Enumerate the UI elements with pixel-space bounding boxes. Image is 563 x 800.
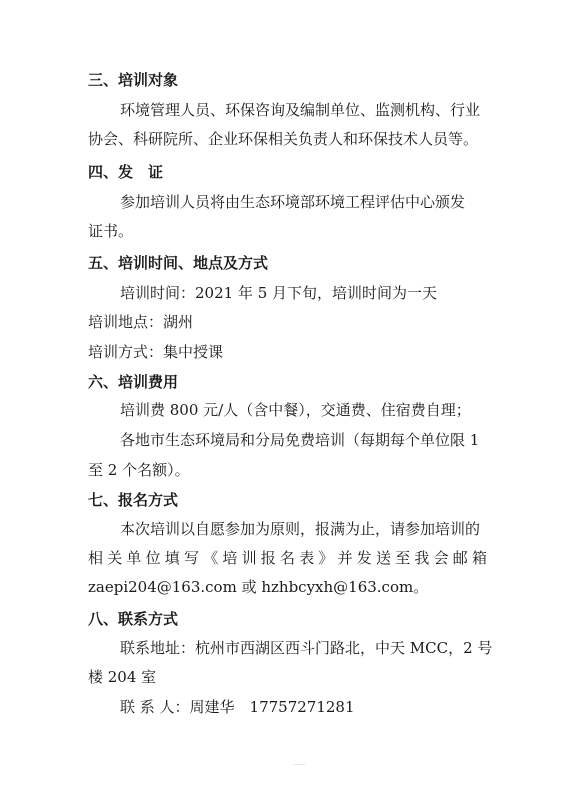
section-heading-certificate: 四、发 证	[88, 163, 164, 181]
contact-address-line: 联系地址：杭州市西湖区西斗门路北，中天 MCC，2 号	[120, 639, 493, 657]
section-heading-registration: 七、报名方式	[88, 491, 179, 509]
paragraph-line: 培训地点：湖州	[88, 313, 194, 331]
section-heading-contact: 八、联系方式	[88, 610, 179, 628]
paragraph-line: 楼 204 室	[88, 668, 157, 686]
contact-person-line: 联 系 人：周建华 17757271281	[120, 698, 355, 716]
email-line: zaepi204@163.com 或 hzhbcyxh@163.com。	[88, 578, 429, 596]
paragraph-line: 协会、科研院所、企业环保相关负责人和环保技术人员等。	[88, 130, 479, 148]
section-heading-time-location: 五、培训时间、地点及方式	[88, 254, 269, 272]
paragraph-line: 本次培训以自愿参加为原则，报满为止，请参加培训的	[120, 520, 481, 538]
paragraph-line: 相关单位填写《培训报名表》并发送至我会邮箱	[88, 549, 492, 567]
paragraph-line: 各地市生态环境局和分局免费培训（每期每个单位限 1	[120, 431, 480, 449]
section-heading-fees: 六、培训费用	[88, 373, 179, 391]
scan-artifact	[293, 764, 305, 765]
paragraph-line: 培训时间：2021 年 5 月下旬，培训时间为一天	[120, 284, 438, 302]
paragraph-line: 证书。	[88, 222, 134, 240]
paragraph-line: 培训方式：集中授课	[88, 343, 224, 361]
paragraph-line: 培训费 800 元/人（含中餐），交通费、住宿费自理；	[120, 401, 471, 419]
paragraph-line: 参加培训人员将由生态环境部环境工程评估中心颁发	[120, 193, 466, 211]
paragraph-line: 至 2 个名额）。	[88, 461, 190, 479]
paragraph-line: 环境管理人员、环保咨询及编制单位、监测机构、行业	[120, 101, 481, 119]
section-heading-training-audience: 三、培训对象	[88, 71, 179, 89]
